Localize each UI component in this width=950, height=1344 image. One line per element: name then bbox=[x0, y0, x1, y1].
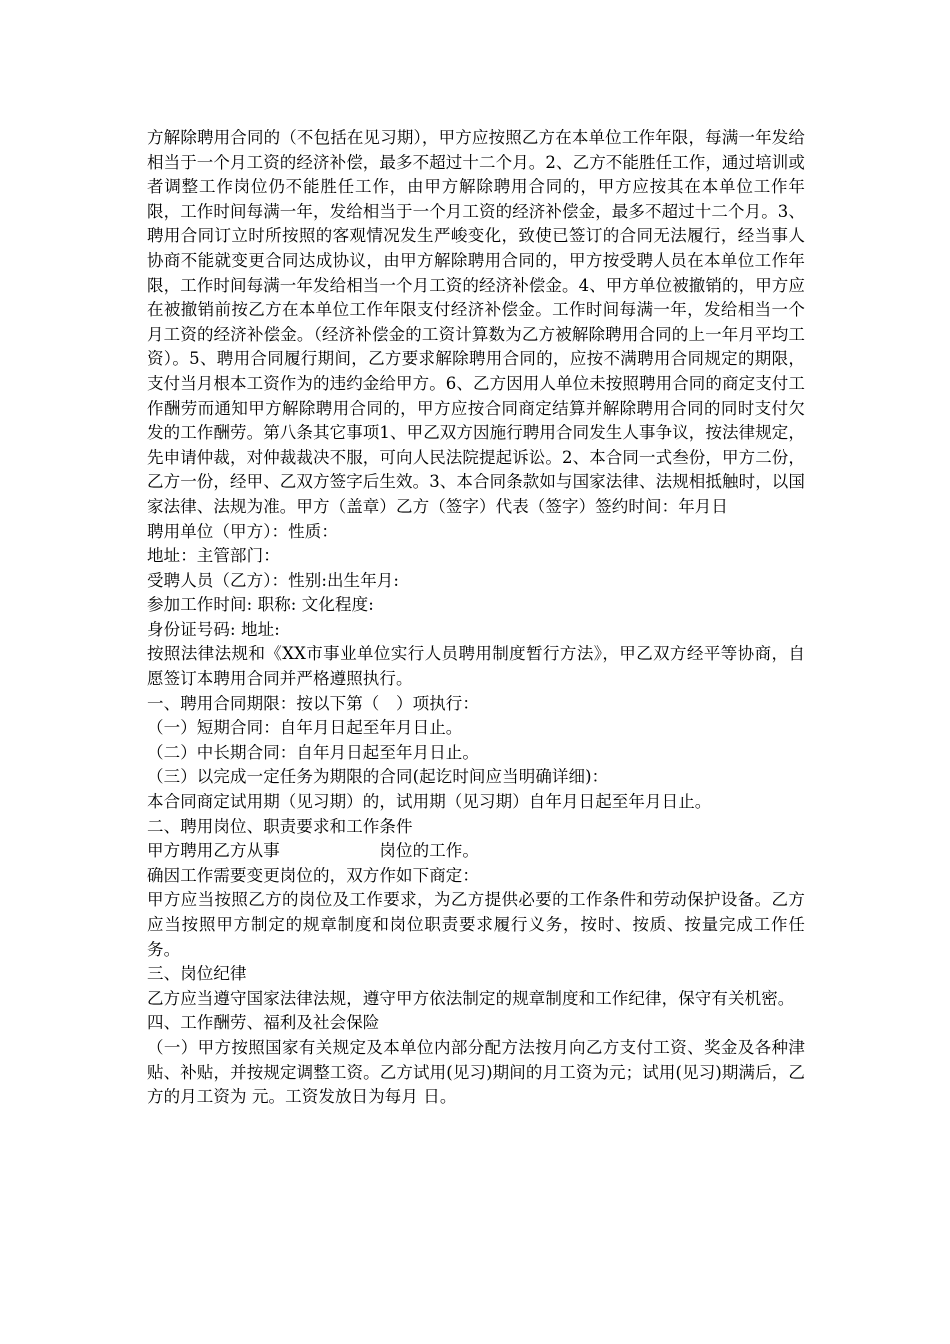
section-2-change-line: 确因工作需要变更岗位的，双方作如下商定： bbox=[147, 865, 479, 885]
address-line: 地址：主管部门： bbox=[147, 546, 280, 566]
section-1-title: 一、聘用合同期限：按以下第（ ）项执行： bbox=[147, 693, 479, 713]
section-2-body: 甲方应当按照乙方的岗位及工作要求，为乙方提供必要的工作条件和劳动保护设备。乙方应当按照甲方制定的规章制度和岗位职责要求履行义务，按时、按质、按量完成工作任务。 bbox=[147, 890, 805, 959]
employer-line: 聘用单位（甲方）：性质： bbox=[147, 521, 338, 541]
id-line: 身份证号码: 地址: bbox=[147, 619, 280, 639]
employee-line: 受聘人员（乙方）：性别:出生年月: bbox=[147, 570, 400, 590]
work-time-line: 参加工作时间: 职称: 文化程度: bbox=[147, 595, 374, 615]
section-3-title: 三、岗位纪律 bbox=[147, 964, 247, 984]
section-1-item-1: （一）短期合同：自年月日起至年月日止。 bbox=[147, 718, 463, 738]
section-3-body: 乙方应当遵守国家法律法规，遵守甲方依法制定的规章制度和工作纪律，保守有关机密。 bbox=[147, 988, 795, 1008]
section-2-title: 二、聘用岗位、职责要求和工作条件 bbox=[147, 816, 413, 836]
document-page bbox=[147, 126, 805, 1110]
section-1-item-3: （三）以完成一定任务为期限的合同(起讫时间应当明确详细)： bbox=[147, 767, 609, 787]
section-1-item-2: （二）中长期合同：自年月日起至年月日止。 bbox=[147, 742, 479, 762]
section-2-post-line: 甲方聘用乙方从事 岗位的工作。 bbox=[147, 841, 479, 861]
section-4-title: 四、工作酬劳、福利及社会保险 bbox=[147, 1013, 380, 1033]
preamble-paragraph: 按照法律法规和《XX市事业单位实行人员聘用制度暂行方法》，甲乙双方经平等协商，自愿签订本聘用合同并严格遵照执行。 bbox=[147, 644, 805, 689]
section-4-item-1: （一）甲方按照国家有关规定及本单位内部分配方法按月向乙方支付工资、奖金及各种津贴、补贴，并按规定调整工资。乙方试用(见习)期间的月工资为元；试用(见习)期满后，乙方的月工资为 元。工资发放日为每月 日。 bbox=[147, 1037, 805, 1107]
probation-paragraph: 本合同商定试用期（见习期）的，试用期（见习期）自年月日起至年月日止。 bbox=[147, 792, 712, 812]
contract-termination-paragraph: 方解除聘用合同的（不包括在见习期），甲方应按照乙方在本单位工作年限，每满一年发给相当于一个月工资的经济补偿，最多不超过十二个月。2、乙方不能胜任工作，通过培训或者调整工作岗位仍不能胜任工作，由甲方解除聘用合同的，甲方应按其在本单位工作年限，工作时间每满一年，发给相当于一个月工资的经济补偿金，最多不超过十二个月。3、聘用合同订立时所按照的客观情况发生严峻变化，致使已签订的合同无法履行，经当事人协商不能就变更合同达成协议，由甲方解除聘用合同的，甲方按受聘人员在本单位工作年限，工作时间每满一年发给相当一个月工资的经济补偿金。4、甲方单位被撤销的，甲方应在被撤销前按乙方在本单位工作年限支付经济补偿金。工作时间每满一年，发给相当一个月工资的经济补偿金。（经济补偿金的工资计算数为乙方被解除聘用合同的上一年月平均工资）。5、聘用合同履行期间，乙方要求解除聘用合同的，应按不满聘用合同规定的期限，支付当月根本工资作为的违约金给甲方。6、乙方因用人单位未按照聘用合同的商定支付工作酬劳而通知甲方解除聘用合同的，甲方应按合同商定结算并解除聘用合同的同时支付欠发的工作酬劳。第八条其它事项1、甲乙双方因施行聘用合同发生人事争议，按法律规定，先申请仲裁，对仲裁裁决不服，可向人民法院提起诉讼。2、本合同一式叁份，甲方二份，乙方一份，经甲、乙双方签字后生效。3、本合同条款如与国家法律、法规相抵触时，以国家法律、法规为准。甲方（盖章）乙方（签字）代表（签字）签约时间：年月日 bbox=[147, 128, 805, 516]
